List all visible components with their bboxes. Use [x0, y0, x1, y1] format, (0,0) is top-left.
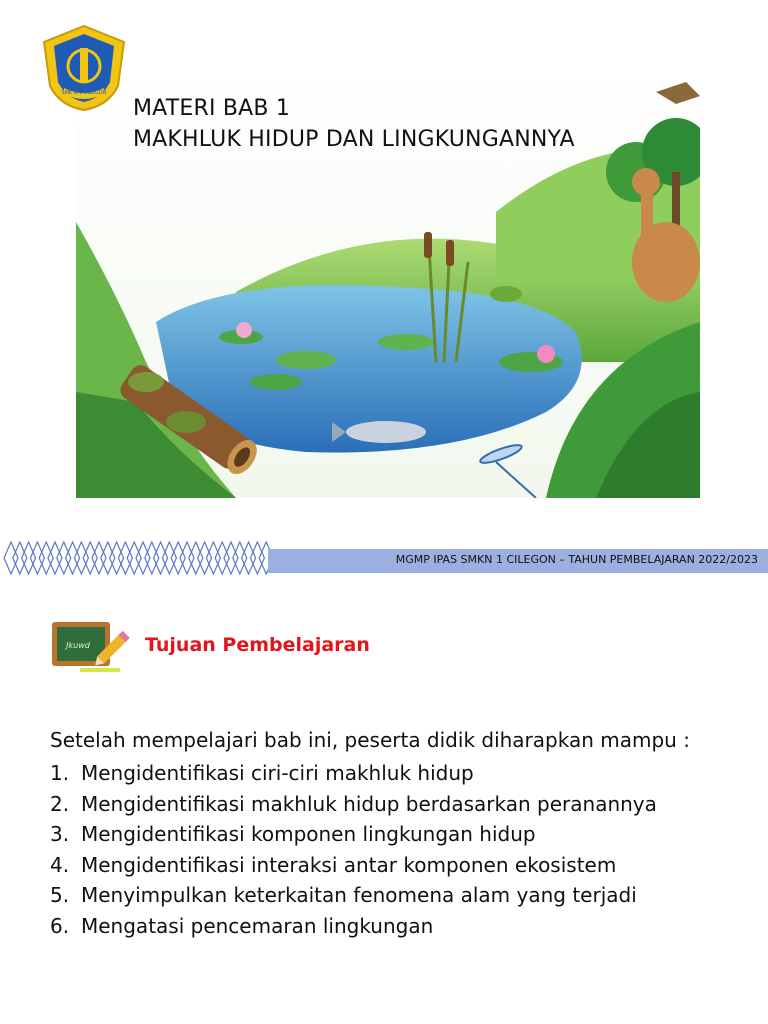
- list-number: 4.: [50, 852, 70, 877]
- band-diamond: [189, 542, 203, 574]
- list-item: [50, 880, 657, 911]
- band-caption: MGMP IPAS SMKN 1 CILEGON – TAHUN PEMBELAJARAN 2022/2023: [395, 553, 758, 566]
- list-number: 3.: [50, 822, 70, 846]
- list-text: Mengidentifikasi makhluk hidup berdasarkan peranannya: [81, 791, 657, 816]
- band-diamond: [13, 542, 27, 574]
- band-diamond: [162, 542, 176, 574]
- band-diamond: [48, 542, 62, 574]
- list-number: 6.: [50, 913, 70, 938]
- list-item: [50, 850, 657, 881]
- list-text: Menyimpulkan keterkaitan fenomena alam yang terjadi: [81, 883, 637, 907]
- band-diamond: [250, 542, 264, 574]
- list-number: 2.: [50, 791, 70, 816]
- list-item: [50, 789, 657, 820]
- band-diamond: [224, 542, 238, 574]
- page-title-line-1: MATERI BAB 1: [133, 96, 291, 121]
- list-text: Mengidentifikasi interaksi antar komponen ekosistem: [81, 852, 617, 877]
- band-diamond: [198, 542, 212, 574]
- list-item: [50, 819, 657, 850]
- band-diamond: [66, 542, 80, 574]
- band-diamond: [180, 542, 194, 574]
- band-diamond: [136, 542, 150, 574]
- list-item: [50, 758, 657, 789]
- page-title-line-2: MAKHLUK HIDUP DAN LINGKUNGANNYA: [133, 127, 575, 152]
- band-diamond: [154, 542, 168, 574]
- band-diamond: [30, 542, 44, 574]
- intro-text: Setelah mempelajari bab ini, peserta didik diharapkan mampu :: [50, 728, 690, 752]
- list-text: Mengidentifikasi komponen lingkungan hidup: [81, 822, 536, 846]
- list-number: 5.: [50, 883, 70, 907]
- list-text: Mengidentifikasi ciri-ciri makhluk hidup: [81, 761, 474, 785]
- band-diamond: [145, 542, 159, 574]
- band-diamond: [57, 542, 71, 574]
- band-diamond: [242, 542, 256, 574]
- objectives-list: [50, 758, 657, 941]
- band-diamond: [4, 542, 18, 574]
- band-diamond: [206, 542, 220, 574]
- band-diamond: [171, 542, 185, 574]
- band-diamond: [22, 542, 36, 574]
- logo-text: SMK N 1 CILEGON: [61, 90, 107, 96]
- band-diamond: [92, 542, 106, 574]
- list-number: 1.: [50, 761, 70, 785]
- section-title: Tujuan Pembelajaran: [145, 634, 370, 656]
- band-diamond: [215, 542, 229, 574]
- band-diamond: [233, 542, 247, 574]
- list-item: [50, 911, 657, 942]
- chalkboard-icon: [50, 618, 132, 676]
- band-diamond: [101, 542, 115, 574]
- band-diamond: [127, 542, 141, 574]
- band-diamond: [74, 542, 88, 574]
- band-diamond: [118, 542, 132, 574]
- list-text: Mengatasi pencemaran lingkungan: [81, 913, 434, 938]
- band-diamond: [83, 542, 97, 574]
- svg-text:Jkuwd: Jkuwd: [66, 641, 90, 650]
- band-diamond: [39, 542, 53, 574]
- band-diamond: [110, 542, 124, 574]
- school-logo: [38, 22, 130, 114]
